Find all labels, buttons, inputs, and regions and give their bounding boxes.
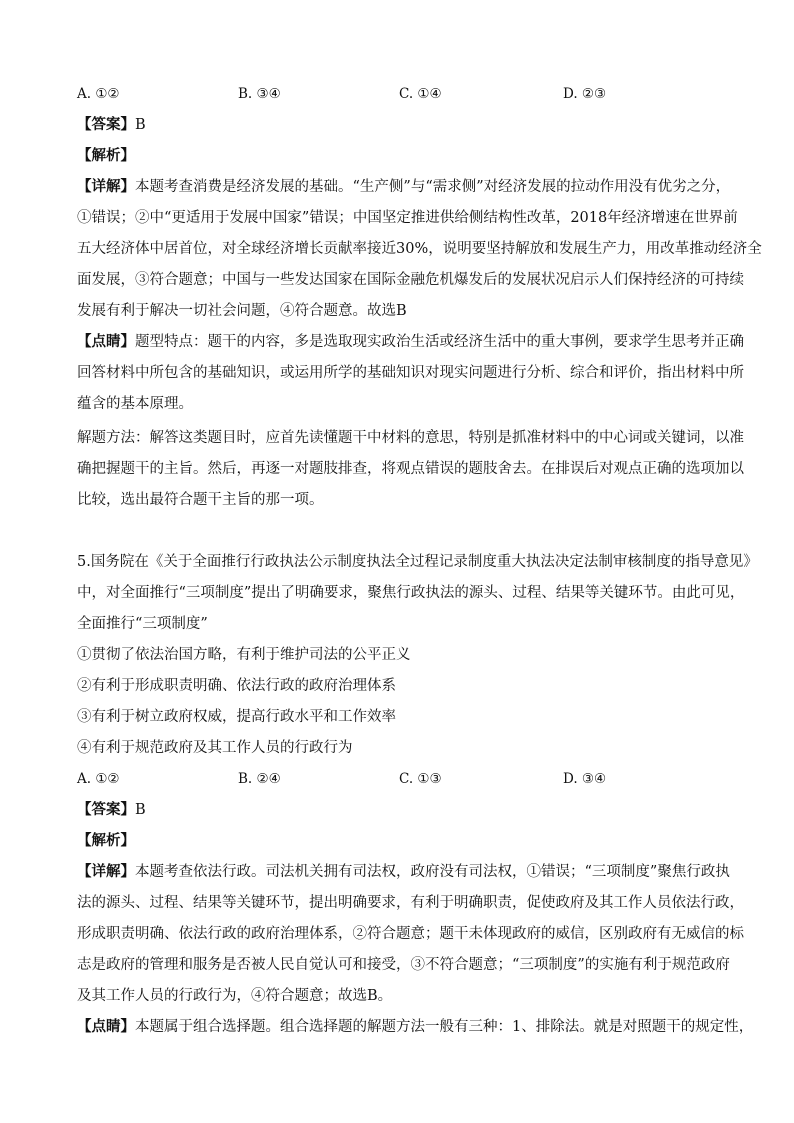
answer-value: B — [135, 802, 146, 818]
q4-tip-line-3: 蕴含的基本原理。 — [77, 396, 193, 412]
q5-detail-line-2: 法的源头、过程、结果等关键环节，提出明确要求，有利于明确职责，促使政府及其工作人员依法行政， — [77, 895, 744, 911]
q4-detail-line-5: 发展有利于解决一切社会问题，④符合题意。故选B — [77, 303, 407, 319]
q5-statement-1: ①贯彻了依法治国方略，有利于维护司法的公平正义 — [77, 647, 411, 663]
tip-label: 【点睛】 — [77, 333, 135, 350]
q5-answer — [77, 800, 727, 820]
q5-statement-4: ④有利于规范政府及其工作人员的行政行为 — [77, 740, 353, 756]
q4-method-line-3: 比较，选出最符合题干主旨的那一项。 — [77, 492, 324, 508]
q5-option-a: A. ①② — [77, 771, 120, 787]
detail-label: 【详解】 — [77, 178, 135, 195]
q4-detail-line-3: 五大经济体中居首位，对全球经济增长贡献率接近30%，说明要坚持解放和发展生产力，用改革推动经济全 — [77, 241, 762, 257]
q4-option-d: D. ②③ — [563, 86, 607, 102]
tip-label: 【点睛】 — [77, 1018, 135, 1035]
q4-analysis-label: 【解析】 — [77, 147, 135, 164]
q5-option-d: D. ③④ — [563, 771, 607, 787]
q5-tip-line-1: 【点睛】本题属于组合选择题。组合选择题的解题方法一般有三种：1、排除法。就是对照题干的规定性， — [77, 1018, 754, 1035]
q4-detail-line-4: 面发展，③符合题意；中国与一些发达国家在国际金融危机爆发后的发展状况启示人们保持经济的可持续 — [77, 272, 744, 288]
q4-option-a: A. ①② — [77, 86, 120, 102]
q5-stem-line-2: 中，对全面推行“三项制度”提出了明确要求，聚焦行政执法的源头、过程、结果等关键环节。由此可见， — [77, 585, 745, 601]
q5-detail-line-5: 及其工作人员的行政行为，④符合题意；故选B。 — [77, 988, 393, 1004]
q5-analysis-label: 【解析】 — [77, 832, 135, 849]
q5-option-b: B. ②④ — [238, 771, 281, 787]
q4-option-c: C. ①④ — [399, 86, 442, 102]
q4-method-line-2: 确把握题干的主旨。然后，再逐一对题肢排查，将观点错误的题肢舍去。在排误后对观点正确的选项加以 — [77, 461, 744, 477]
q5-statement-3: ③有利于树立政府权威，提高行政水平和工作效率 — [77, 709, 396, 725]
q4-option-b: B. ③④ — [238, 86, 281, 102]
q5-stem-line-1: 5.国务院在《关于全面推行行政执法公示制度执法全过程记录制度重大执法决定法制审核制度的指导意见》 — [77, 554, 758, 570]
answer-label: 【答案】 — [77, 801, 135, 818]
answer-label: 【答案】 — [77, 116, 135, 133]
q5-statement-2: ②有利于形成职责明确、依法行政的政府治理体系 — [77, 678, 396, 694]
q4-answer — [77, 115, 727, 135]
q5-detail-line-4: 志是政府的管理和服务是否被人民自觉认可和接受，③不符合题意；“三项制度”的实施有利于规范政府 — [77, 957, 730, 973]
q4-detail-line-2: ①错误；②中“更适用于发展中国家”错误；中国坚定推进供给侧结构性改革，2018年经济增速在世界前 — [77, 210, 738, 226]
q5-detail-line-3: 形成职责明确、依法行政的政府治理体系，②符合题意；题干未体现政府的威信，区别政府有无威信的标 — [77, 926, 744, 942]
q4-detail-line-1: 【详解】本题考查消费是经济发展的基础。“生产侧”与“需求侧”对经济发展的拉动作用没有优劣之分， — [77, 178, 731, 195]
q4-method-line-1: 解题方法：解答这类题目时，应首先读懂题干中材料的意思，特别是抓准材料中的中心词或关键词，以准 — [77, 430, 744, 446]
answer-value: B — [135, 117, 146, 133]
q4-tip-line-1: 【点睛】题型特点：题干的内容，多是选取现实政治生活或经济生活中的重大事例，要求学生思考并正确 — [77, 333, 744, 350]
q5-stem-line-3: 全面推行“三项制度” — [77, 616, 208, 632]
detail-label: 【详解】 — [77, 863, 135, 880]
q5-option-c: C. ①③ — [399, 771, 442, 787]
q4-tip-line-2: 回答材料中所包含的基础知识，或运用所学的基础知识对现实问题进行分析、综合和评价，指出材料中所 — [77, 365, 744, 381]
q5-detail-line-1: 【详解】本题考查依法行政。司法机关拥有司法权，政府没有司法权，①错误；“三项制度”聚焦行政执 — [77, 863, 730, 880]
